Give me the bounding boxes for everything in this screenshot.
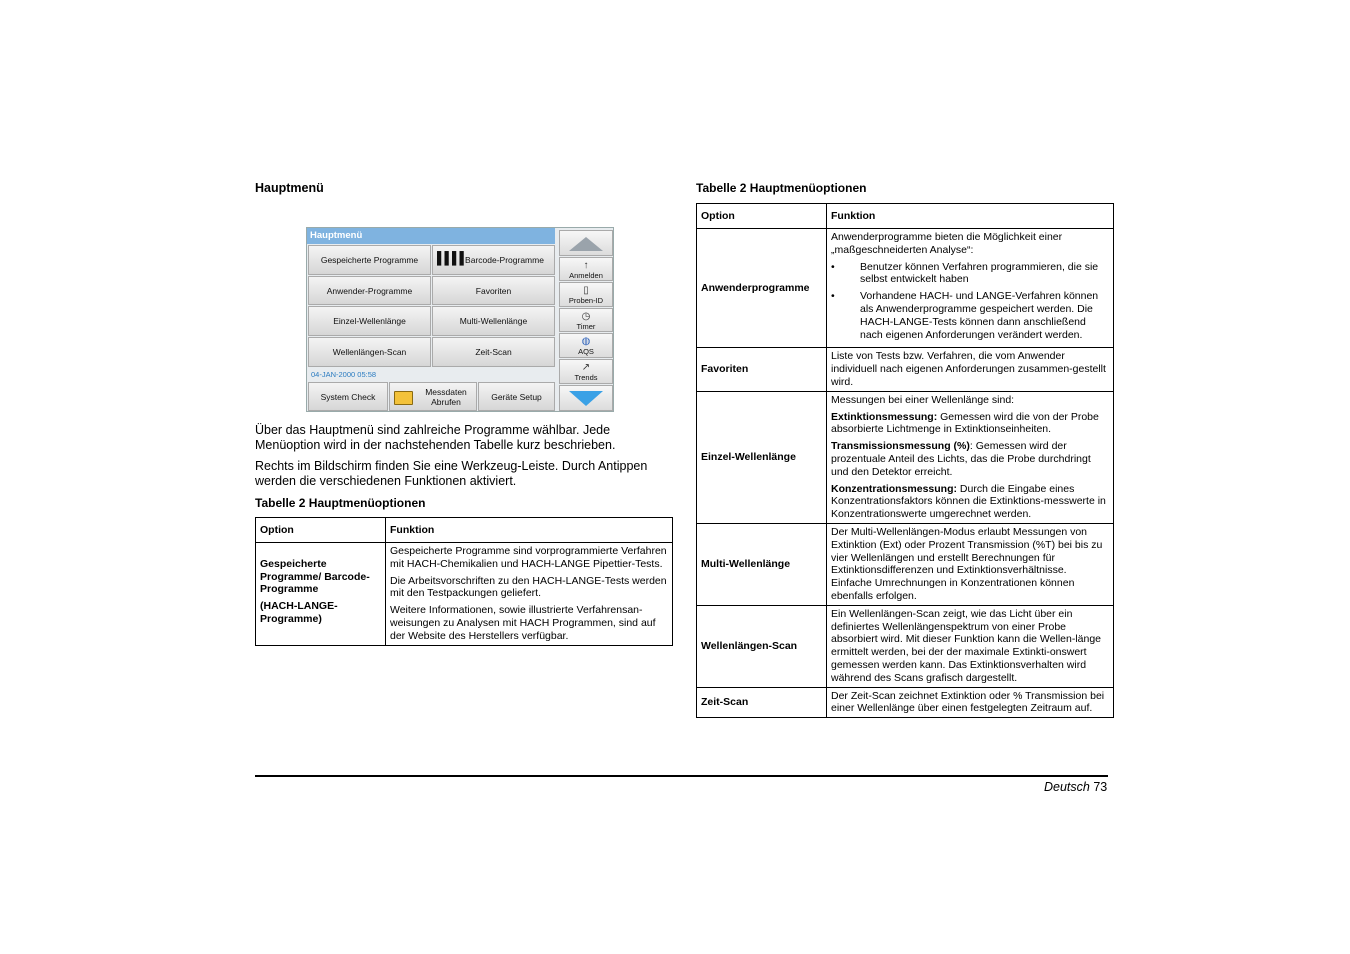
function-text: Messungen bei einer Wellenlänge sind: — [831, 393, 1015, 406]
aqs-icon: ◍ — [581, 336, 591, 347]
bullet-icon: • — [831, 260, 835, 273]
option-cell: Favoriten — [697, 348, 827, 391]
table-caption-right: Tabelle 2 Hauptmenüoptionen — [696, 181, 867, 195]
arrow-up-icon — [569, 237, 603, 251]
table-row — [697, 229, 1114, 348]
definition: Durch die Eingabe eines Konzentrationsfaktors können die Extinktions-messwerte in Konzentrationswerte umgerechnet werden. — [831, 482, 1106, 521]
bullet-item — [831, 261, 1109, 287]
function-cell: Der Multi-Wellenlängen-Modus erlaubt Messungen von Extinktion (Ext) oder Prozent Transmission (%T) bei bis zu vier Wellenlängen und erstellt Berechnungen für Extinktionsdifferenzen und Extinktionsverhältnisse. Einfache Umrechnungen in Konzentrationen können ebenfalls erfolgen. — [827, 523, 1114, 605]
function-cell: Der Zeit-Scan zeichnet Extinktion oder % Transmission bei einer Wellenlänge über einen festgelegten Zeitraum auf. — [827, 687, 1114, 718]
screen-button-scan: Wellenlängen-Scan — [308, 337, 431, 367]
function-cell — [827, 229, 1114, 348]
screen-button-messdaten — [389, 382, 477, 411]
toolbar-paragraph: Rechts im Bildschirm finden Sie eine Werkzeug-Leiste. Durch Antippen werden die verschiedenen Funktionen aktiviert. — [255, 459, 648, 488]
option-cell: Einzel-Wellenlänge — [697, 391, 827, 523]
scroll-up-tool — [559, 230, 613, 256]
tool-anmelden — [559, 257, 613, 281]
screen-date: 04-JAN-2000 05:58 — [311, 370, 377, 379]
tool-trends — [559, 359, 613, 384]
option-subname: (HACH-LANGE-Programme) — [260, 600, 338, 625]
page-number: 73 — [1093, 780, 1108, 794]
tool-label: Anmelden — [569, 271, 603, 280]
function-text: Die Arbeitsvorschriften zu den HACH-LANGE-Tests werden mit den Testpackungen geliefert. — [390, 574, 667, 600]
screen-button-barcode — [432, 245, 555, 275]
intro-paragraph: Über das Hauptmenü sind zahlreiche Programme wählbar. Jede Menüoption wird in der nachstehenden Tabelle kurz beschrieben. — [255, 423, 616, 452]
instrument-screen-image — [306, 227, 614, 412]
table-row — [697, 605, 1114, 687]
timer-icon: ◷ — [581, 311, 591, 322]
option-cell: Zeit-Scan — [697, 687, 827, 718]
screen-button-multi: Multi-Wellenlänge — [432, 306, 555, 336]
definition: Gemessen wird die von der Probe absorbierte Lichtmenge in Extinktionseinheiten. — [831, 410, 1099, 436]
tool-timer — [559, 308, 613, 332]
screen-title: Hauptmenü — [307, 228, 555, 244]
screen-button-system-check: System Check — [308, 382, 388, 411]
function-text: Anwenderprogramme bieten die Möglichkeit einer „maßgeschneiderten Analyse“: — [831, 231, 1063, 256]
term: Extinktionsmessung: — [831, 410, 938, 423]
bullet-text: Vorhandene HACH- und LANGE-Verfahren können als Anwenderprogramme gespeichert werden. Die HACH-LANGE-Tests können dann anschließend nach eigenen Anforderungen verändert werden. — [860, 290, 1099, 341]
screen-button-setup: Geräte Setup — [478, 382, 555, 411]
options-table-right — [696, 203, 1114, 718]
barcode-icon: ▌▌▌▌ — [437, 251, 468, 265]
tool-label: Trends — [574, 373, 598, 382]
bullet-text: Benutzer können Verfahren programmieren, die sie selbst entwickelt haben — [860, 260, 1099, 286]
column-header-funktion: Funktion — [386, 518, 673, 543]
function-cell: Liste von Tests bzw. Verfahren, die vom Anwender individuell nach eigenen Anforderungen zusammen-gestellt wird. — [827, 348, 1114, 391]
function-cell — [827, 391, 1114, 523]
screen-button-zeit: Zeit-Scan — [432, 337, 555, 367]
function-text — [831, 411, 1109, 437]
table-row — [697, 348, 1114, 391]
tool-aqs — [559, 333, 613, 358]
tool-label: Timer — [576, 322, 596, 331]
column-header-option: Option — [256, 518, 386, 543]
tool-label: Proben-ID — [568, 296, 604, 305]
table-row — [697, 523, 1114, 605]
scroll-down-tool — [559, 385, 613, 411]
function-cell — [386, 543, 673, 646]
tool-proben-id — [559, 282, 613, 307]
footer-divider — [255, 775, 1108, 777]
screen-button-anwender: Anwender-Programme — [308, 276, 431, 305]
option-cell: Wellenlängen-Scan — [697, 605, 827, 687]
table-header-row — [697, 204, 1114, 229]
options-table-left — [255, 517, 673, 646]
function-text — [831, 440, 1109, 478]
user-arrow-icon: ↑ — [583, 260, 589, 271]
term: Konzentrationsmessung: — [831, 482, 958, 495]
arrow-down-icon — [569, 391, 603, 406]
column-header-funktion: Funktion — [827, 204, 1114, 229]
table-header-row — [256, 518, 673, 543]
column-header-option: Option — [697, 204, 827, 229]
bullet-item — [831, 290, 1109, 341]
tool-label: AQS — [578, 347, 594, 356]
sample-vial-icon: ▯ — [583, 285, 589, 296]
table-row — [256, 543, 673, 646]
trend-chart-icon: ↗ — [581, 362, 591, 373]
function-text — [831, 483, 1109, 521]
option-cell — [256, 543, 386, 646]
section-heading: Hauptmenü — [255, 181, 324, 195]
screen-button-einzel: Einzel-Wellenlänge — [308, 306, 431, 336]
table-caption-left: Tabelle 2 Hauptmenüoptionen — [255, 496, 426, 510]
option-cell: Multi-Wellenlänge — [697, 523, 827, 605]
table-row — [697, 391, 1114, 523]
page-footer — [1044, 780, 1107, 794]
screen-button-favoriten: Favoriten — [432, 276, 555, 305]
screen-button-label: Messdaten Abrufen — [425, 386, 467, 407]
definition: : Gemessen wird der prozentuale Anteil des Lichts, das die Probe durchdringt und den Detektor erreicht. — [831, 440, 1091, 478]
bullet-icon: • — [831, 290, 835, 303]
option-cell: Anwenderprogramme — [697, 229, 827, 348]
option-name: Gespeicherte Programme/ Barcode-Programme — [260, 557, 370, 596]
table-row — [697, 687, 1114, 718]
function-text: Gespeicherte Programme sind vorprogrammierte Verfahren mit HACH-Chemikalien und HACH-LANGE Pipettier-Tests. — [390, 545, 667, 570]
screen-button-label: Barcode-Programme — [465, 255, 544, 265]
term: Transmissionsmessung (%) — [831, 440, 970, 453]
function-text: Weitere Informationen, sowie illustrierte Verfahrensan-weisungen zu Analysen mit HACH Programmen, sind auf der Website des Herstellers verfügbar. — [390, 604, 656, 642]
function-cell: Ein Wellenlängen-Scan zeigt, wie das Licht über ein definiertes Wellenlängenspektrum von einer Probe absorbiert wird. Mit dieser Funktion kann die Wellen-länge ermittelt werden, bei der der maximale Extinkti-onswert gemessen werden kann. Das Extinktionsverhalten wird während des Scans grafisch dargestellt. — [827, 605, 1114, 687]
footer-language: Deutsch — [1044, 780, 1090, 794]
folder-icon — [394, 391, 413, 405]
screen-button-gespeicherte: Gespeicherte Programme — [308, 245, 431, 275]
